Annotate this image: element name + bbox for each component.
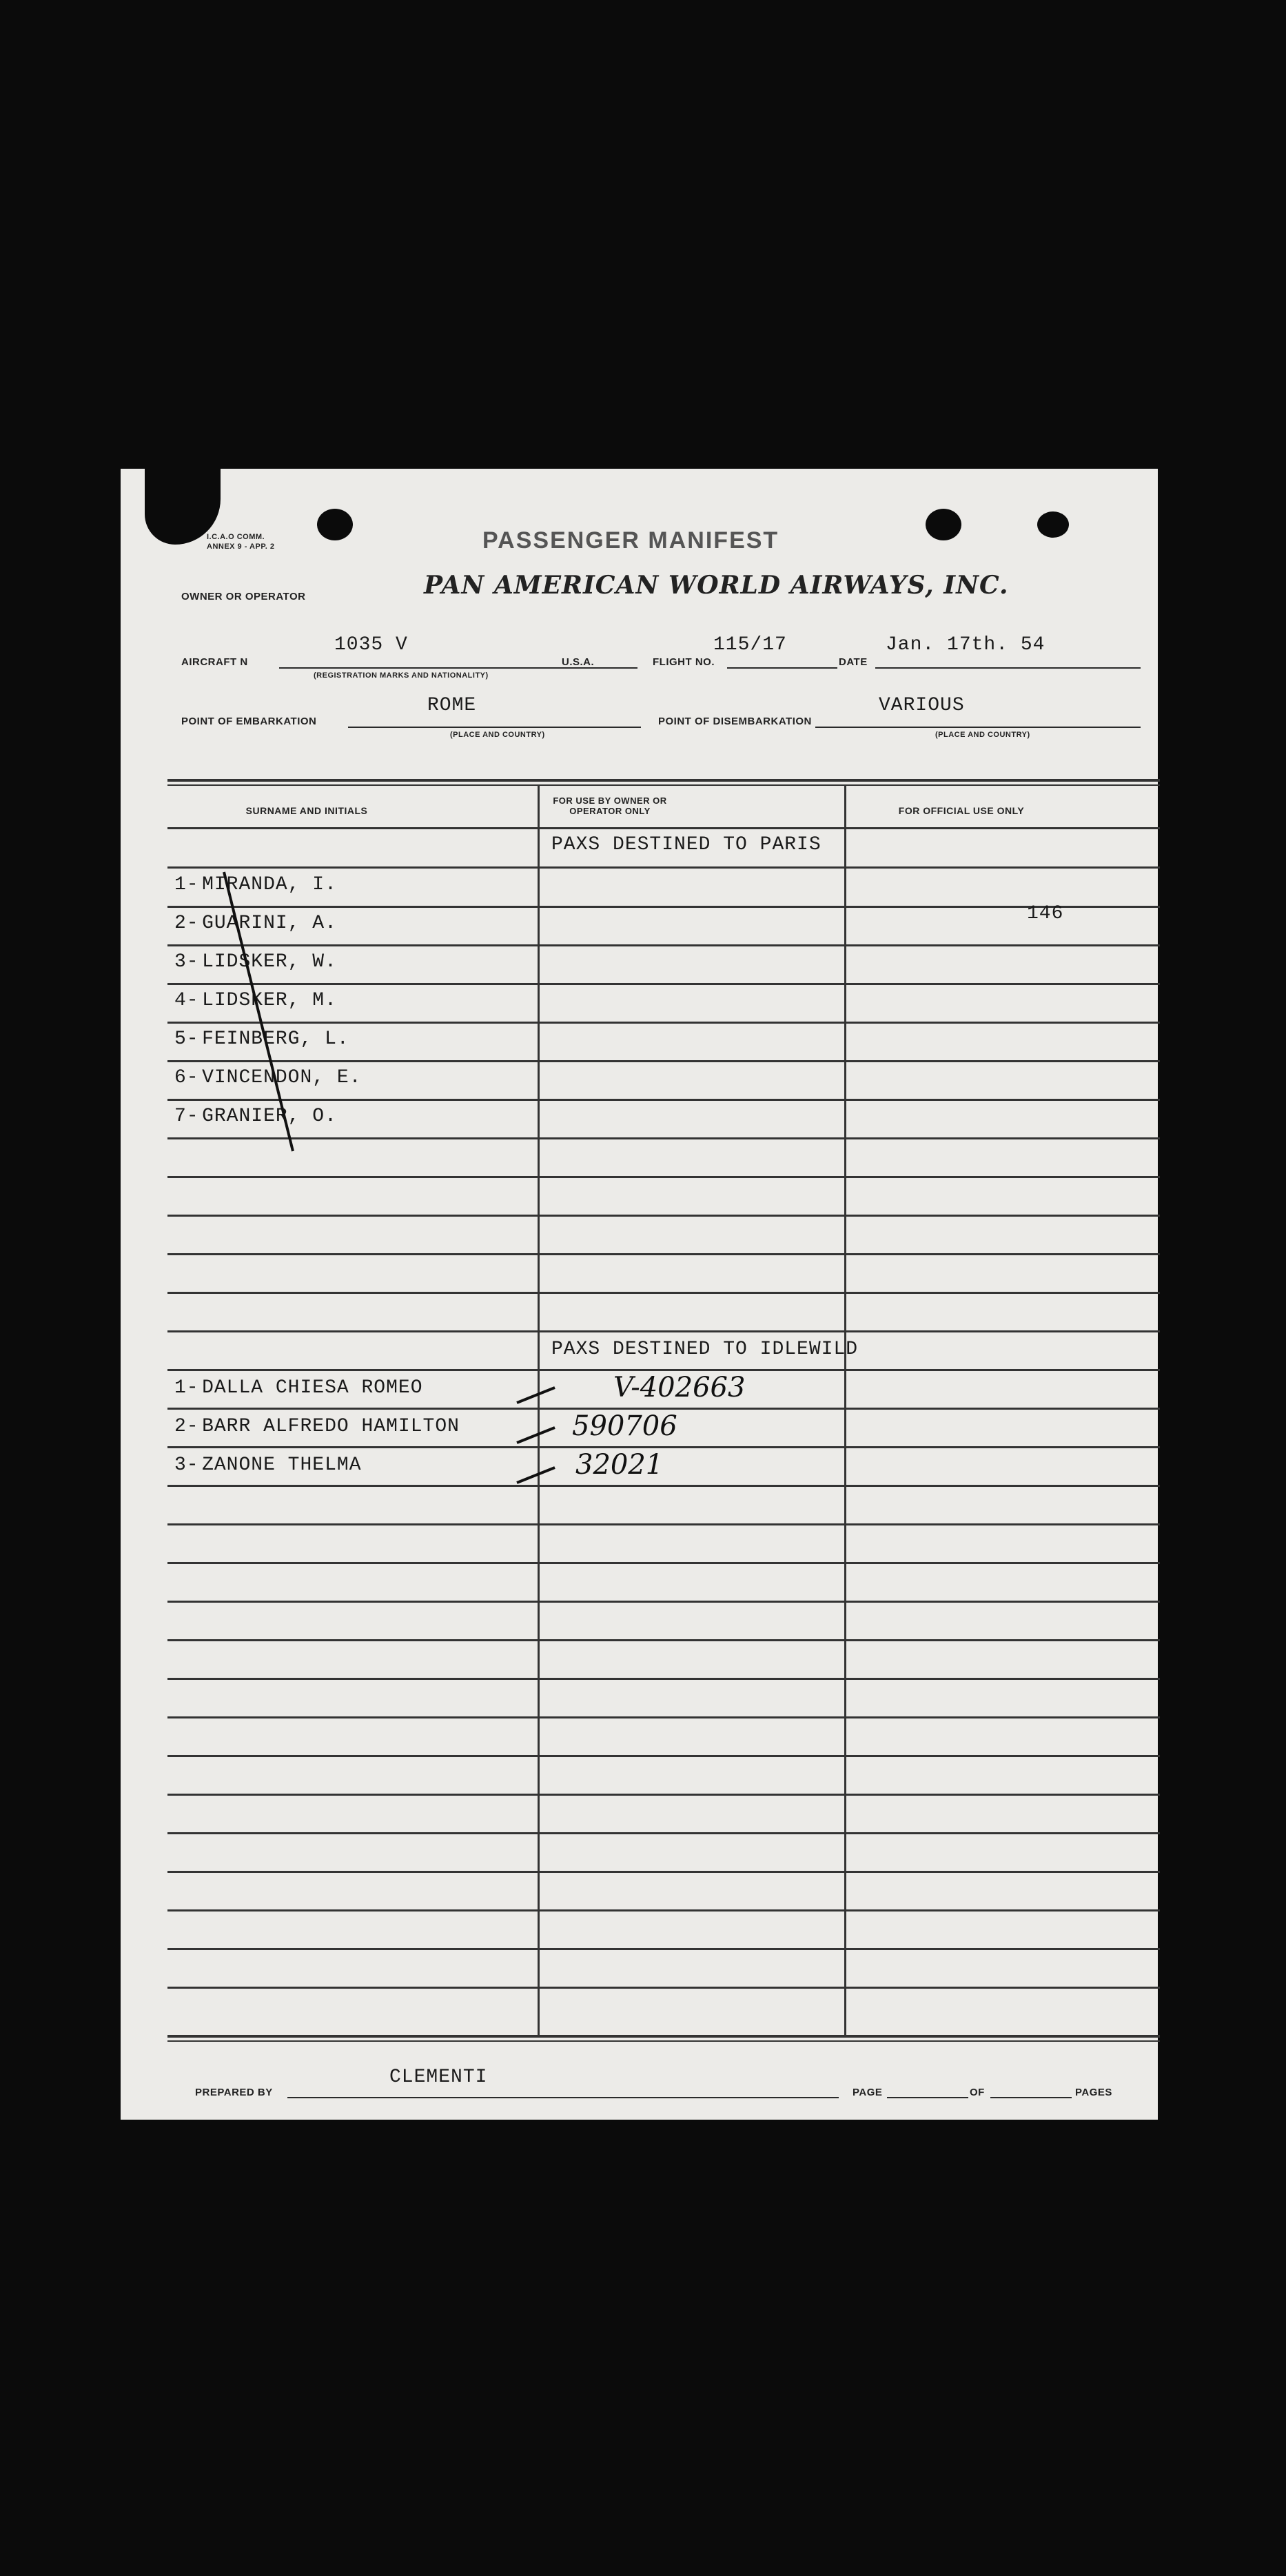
passenger-name: LIDSKER, W. xyxy=(202,951,337,973)
prepared-value: CLEMENTI xyxy=(389,2067,488,2088)
passenger-name: LIDSKER, M. xyxy=(202,990,337,1011)
embark-sub: (PLACE AND COUNTRY) xyxy=(450,731,545,739)
manifest-sheet xyxy=(121,469,1158,2120)
of-label: OF xyxy=(970,2087,985,2098)
row-number: 1- xyxy=(174,874,199,895)
row-number: 2- xyxy=(174,913,199,934)
table-row xyxy=(174,1454,362,1476)
passenger-name: GRANIER, O. xyxy=(202,1106,337,1127)
aircraft-sub: (REGISTRATION MARKS AND NATIONALITY) xyxy=(314,671,489,680)
col-header-official-use: FOR OFFICIAL USE ONLY xyxy=(898,805,1025,816)
row-number: 4- xyxy=(174,990,199,1011)
handwritten-note: V-402663 xyxy=(613,1372,746,1403)
row-number: 1- xyxy=(174,1377,199,1399)
passenger-name: MIRANDA, I. xyxy=(202,874,337,895)
aircraft-label: AIRCRAFT N xyxy=(181,656,248,668)
page-label: PAGE xyxy=(853,2087,883,2098)
flight-label: FLIGHT NO. xyxy=(653,656,715,668)
punch-hole xyxy=(317,509,353,540)
corner-note: I.C.A.O COMM. ANNEX 9 - APP. 2 xyxy=(207,533,275,551)
row-number: 3- xyxy=(174,951,199,973)
pages-label: PAGES xyxy=(1075,2087,1112,2098)
page-title: PASSENGER MANIFEST xyxy=(482,527,779,554)
aircraft-value: 1035 V xyxy=(334,634,408,656)
group-heading-idlewild: PAXS DESTINED TO IDLEWILD xyxy=(551,1339,859,1360)
row-number: 2- xyxy=(174,1416,199,1437)
row-number: 7- xyxy=(174,1106,199,1127)
passenger-name: FEINBERG, L. xyxy=(202,1028,349,1050)
punch-hole xyxy=(926,509,961,540)
strike-through-mark xyxy=(217,869,300,1158)
group-heading-paris: PAXS DESTINED TO PARIS xyxy=(551,834,821,855)
embark-value: ROME xyxy=(427,695,477,716)
passenger-name: BARR ALFREDO HAMILTON xyxy=(202,1416,460,1437)
handwritten-note: 32021 xyxy=(575,1449,664,1481)
disembark-value: VARIOUS xyxy=(879,695,965,716)
owner-value: PAN AMERICAN WORLD AIRWAYS, INC. xyxy=(424,571,1009,600)
usa-label: U.S.A. xyxy=(562,656,595,668)
row-number: 5- xyxy=(174,1028,199,1050)
date-label: DATE xyxy=(839,656,868,668)
prepared-label: PREPARED BY xyxy=(195,2087,273,2098)
owner-label: OWNER OR OPERATOR xyxy=(181,591,306,602)
passenger-name: DALLA CHIESA ROMEO xyxy=(202,1377,423,1399)
col-header-owner-use: FOR USE BY OWNER OR OPERATOR ONLY xyxy=(553,795,667,816)
row-number: 3- xyxy=(174,1454,199,1476)
check-marks xyxy=(513,1382,569,1492)
disembark-sub: (PLACE AND COUNTRY) xyxy=(935,731,1030,739)
passenger-name: VINCENDON, E. xyxy=(202,1067,362,1088)
table-row xyxy=(174,1416,460,1437)
col-header-surname: SURNAME AND INITIALS xyxy=(245,805,368,816)
punch-hole xyxy=(1037,511,1069,538)
date-value: Jan. 17th. 54 xyxy=(886,634,1045,656)
table-row xyxy=(174,1377,423,1399)
flight-value: 115/17 xyxy=(713,634,787,656)
passenger-name: ZANONE THELMA xyxy=(202,1454,362,1476)
embark-label: POINT OF EMBARKATION xyxy=(181,716,317,727)
passenger-name: GUARINI, A. xyxy=(202,913,337,934)
handwritten-note: 590706 xyxy=(572,1410,677,1442)
disembark-label: POINT OF DISEMBARKATION xyxy=(658,716,812,727)
official-note: 146 xyxy=(1027,903,1064,924)
row-number: 6- xyxy=(174,1067,199,1088)
